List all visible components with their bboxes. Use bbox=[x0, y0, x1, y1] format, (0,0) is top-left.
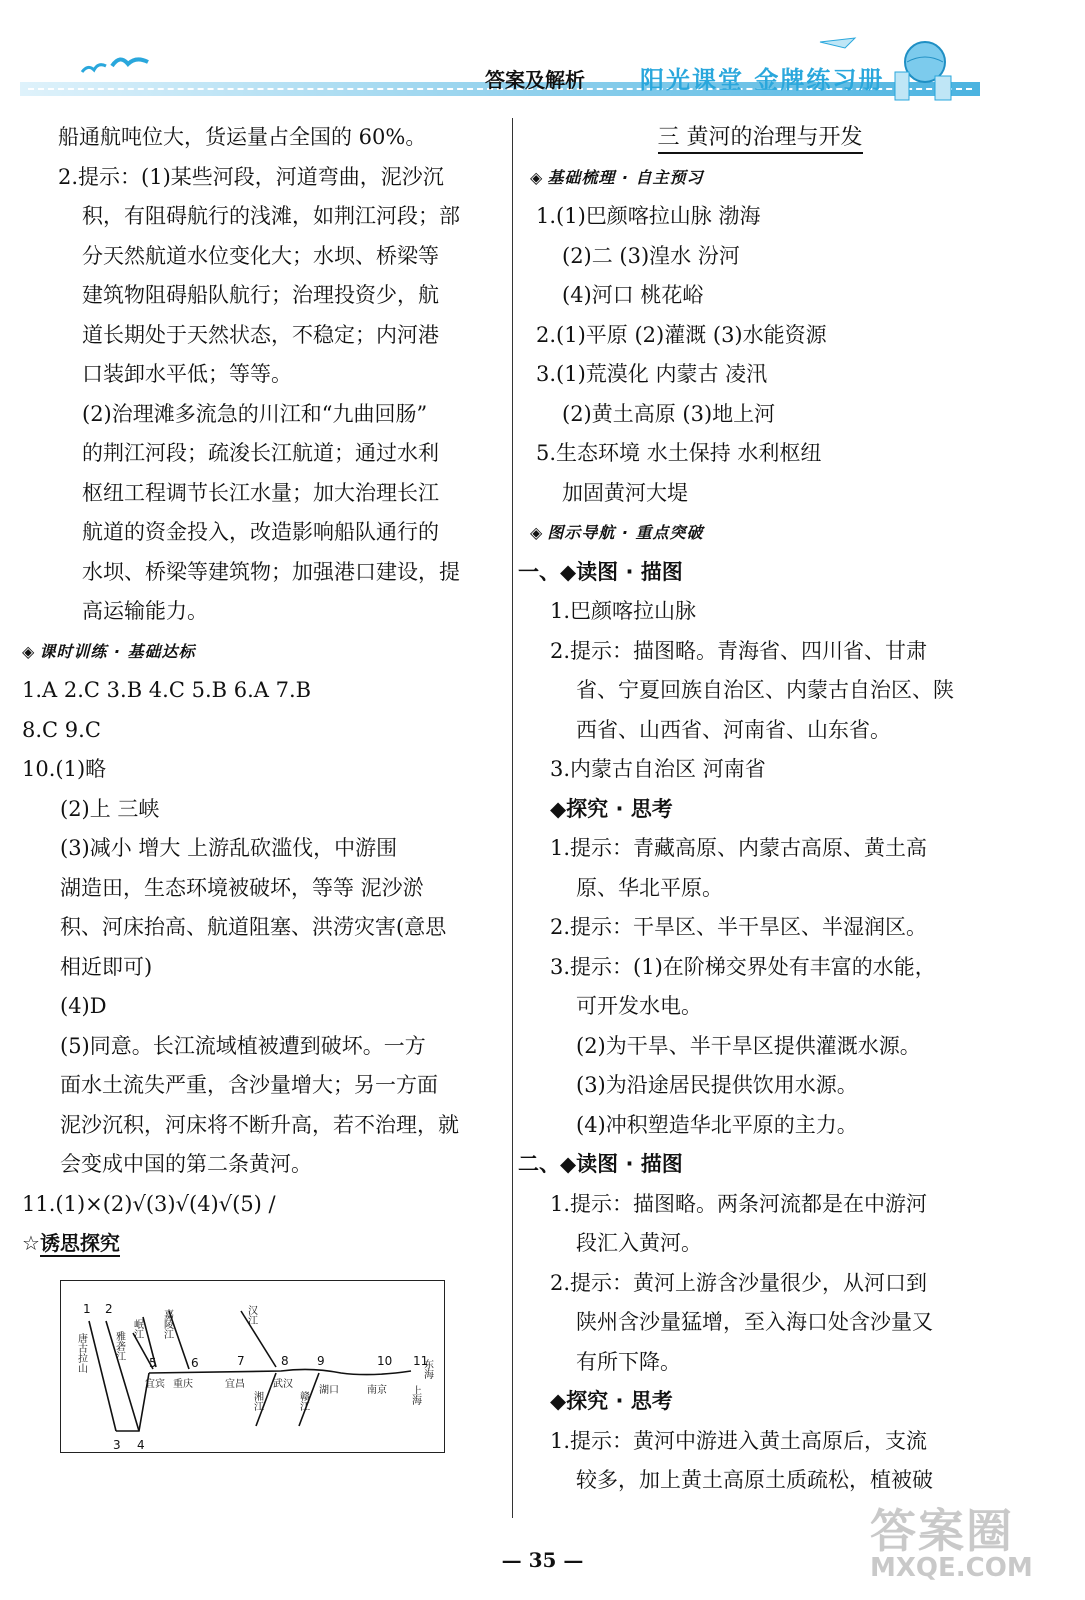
map-num: 2 bbox=[105, 1302, 113, 1316]
answer-line: 泥沙沉积，河床将不断升高，若不治理，就 bbox=[60, 1112, 459, 1137]
river-main bbox=[149, 1369, 411, 1374]
subheading: 一、◆读图 · 描图 bbox=[518, 559, 683, 584]
answer-line: 积、河床抬高、航道阻塞、洪涝灾害(意思 bbox=[60, 915, 447, 939]
map-label-yichang: 宜昌 bbox=[225, 1379, 245, 1390]
answer-line: 建筑物阻碍船队航行；治理投资少，航 bbox=[82, 283, 439, 307]
answer-line: 5.生态环境 水土保持 水利枢纽 bbox=[536, 441, 822, 465]
section-heading-label: 课时训练 · 基础达标 bbox=[39, 641, 196, 661]
map-label-yalong: 雅砻江 bbox=[113, 1331, 125, 1361]
map-num: 5 bbox=[149, 1356, 157, 1370]
map-label-chongqing: 重庆 bbox=[173, 1379, 193, 1390]
answer-line: (2)治理滩多流急的川江和“九曲回肠” bbox=[82, 401, 428, 426]
answer-line: 1.提示：青藏高原、内蒙古高原、黄土高 bbox=[550, 836, 928, 860]
answer-line: 2.提示：黄河上游含沙量很少，从河口到 bbox=[550, 1270, 928, 1295]
chapter-title bbox=[530, 118, 990, 158]
section-heading bbox=[22, 1224, 492, 1264]
answer-line: 积，有阻碍航行的浅滩，如荆江河段；部 bbox=[82, 204, 460, 228]
subheading: ◆探究 · 思考 bbox=[550, 796, 673, 821]
section-heading bbox=[22, 632, 492, 672]
map-num: 3 bbox=[113, 1438, 121, 1452]
right-column bbox=[518, 118, 990, 1501]
answer-line: 3.内蒙古自治区 河南省 bbox=[550, 757, 766, 781]
left-column bbox=[22, 118, 492, 1264]
answer-line: 3.提示：(1)在阶梯交界处有丰富的水能， bbox=[550, 954, 936, 979]
map-num: 10 bbox=[377, 1354, 393, 1368]
answer-line: 段汇入黄河。 bbox=[576, 1231, 702, 1255]
answer-line: (2)为干旱、半干旱区提供灌溉水源。 bbox=[576, 1033, 921, 1058]
map-label-xiang: 湘江 bbox=[251, 1391, 263, 1411]
map-num: 11 bbox=[413, 1354, 429, 1368]
answer-line: (3)为沿途居民提供饮用水源。 bbox=[576, 1073, 858, 1097]
diamond-icon: ◈ bbox=[530, 523, 544, 542]
map-label-han: 汉江 bbox=[245, 1305, 257, 1325]
section-heading-label: 诱思探究 bbox=[39, 1231, 120, 1255]
yangtze-river-map bbox=[61, 1281, 444, 1452]
answer-line: 水坝、桥梁等建筑物；加强港口建设，提 bbox=[82, 559, 460, 584]
answer-line: 省、宁夏回族自治区、内蒙古自治区、陕 bbox=[576, 678, 954, 702]
yangtze-diagram bbox=[60, 1280, 445, 1453]
map-label-donghai: 东海 bbox=[421, 1359, 433, 1379]
answer-line: 相近即可) bbox=[60, 954, 153, 979]
answer-line: 分天然航道水位变化大；水坝、桥梁等 bbox=[82, 243, 439, 268]
answer-line: (5)同意。长江流域植被遭到破坏。一方 bbox=[60, 1033, 426, 1058]
answer-line: 有所下降。 bbox=[576, 1349, 681, 1374]
answer-line: (2)黄土高原 (3)地上河 bbox=[562, 401, 776, 426]
map-num: 9 bbox=[317, 1354, 325, 1368]
answer-line: 2.提示：干旱区、半干旱区、半湿润区。 bbox=[550, 915, 928, 939]
answer-line: (2)二 (3)湟水 汾河 bbox=[562, 243, 740, 268]
globe-decoration-icon bbox=[815, 32, 965, 102]
answer-line: 可开发水电。 bbox=[576, 994, 702, 1018]
answer-line: 2.提示：(1)某些河段，河道弯曲，泥沙沉 bbox=[58, 164, 444, 189]
answer-line: 8.C 9.C bbox=[22, 717, 101, 742]
map-num: 8 bbox=[281, 1354, 289, 1368]
section-heading-label: 基础梳理 · 自主预习 bbox=[547, 167, 704, 187]
diamond-icon: ◈ bbox=[530, 167, 544, 187]
answer-line: 2.提示：描图略。青海省、四川省、甘肃 bbox=[550, 638, 928, 663]
column-divider bbox=[512, 118, 513, 1518]
river-upper-left bbox=[89, 1321, 116, 1431]
answer-line: (4)冲积塑造华北平原的主力。 bbox=[576, 1112, 858, 1137]
answer-line: 会变成中国的第二条黄河。 bbox=[60, 1152, 312, 1176]
subheading: 二、◆读图 · 描图 bbox=[518, 1152, 683, 1176]
page-header bbox=[20, 60, 980, 104]
map-num: 6 bbox=[191, 1356, 199, 1370]
diamond-icon: ◈ bbox=[22, 641, 36, 661]
map-label-nanjing: 南京 bbox=[367, 1385, 387, 1396]
answer-line: (3)减小 增大 上游乱砍滥伐，中游围 bbox=[60, 836, 398, 860]
subheading: ◆探究 · 思考 bbox=[550, 1389, 673, 1413]
map-label-shanghai: 上海 bbox=[409, 1385, 421, 1405]
answer-line: 加固黄河大堤 bbox=[562, 480, 688, 505]
answer-line: 面水土流失严重，含沙量增大；另一方面 bbox=[60, 1073, 438, 1097]
answer-line: 航道的资金投入，改造影响船队通行的 bbox=[82, 520, 439, 544]
answer-line: 西省、山西省、河南省、山东省。 bbox=[576, 717, 891, 742]
answer-line: 1.巴颜喀拉山脉 bbox=[550, 599, 697, 623]
watermark-url: MXQE.COM bbox=[870, 1553, 1033, 1583]
answer-line: 高运输能力。 bbox=[82, 599, 208, 623]
watermark bbox=[870, 1495, 1033, 1583]
answer-line: 道长期处于天然状态，不稳定；内河港 bbox=[82, 322, 439, 347]
answer-line: 湖造田，生态环境被破坏，等等 泥沙淤 bbox=[60, 875, 424, 900]
map-num: 1 bbox=[83, 1302, 91, 1316]
section-heading bbox=[530, 158, 990, 198]
map-label-min: 岷江 bbox=[131, 1319, 143, 1339]
answer-line: 3.(1)荒漠化 内蒙古 凌汛 bbox=[536, 362, 768, 386]
answer-line: 陕州含沙量猛增，至入海口处含沙量又 bbox=[576, 1310, 933, 1334]
star-icon: ☆ bbox=[22, 1231, 40, 1255]
map-label-gan: 赣江 bbox=[297, 1391, 309, 1411]
answer-line: (4)河口 桃花峪 bbox=[562, 283, 704, 307]
answer-line: 10.(1)略 bbox=[22, 757, 107, 781]
answer-line: (2)上 三峡 bbox=[60, 796, 160, 821]
answer-line: 原、华北平原。 bbox=[576, 875, 723, 900]
answer-line: 1.提示：描图略。两条河流都是在中游河 bbox=[550, 1191, 928, 1216]
answer-line: 1.(1)巴颜喀拉山脉 渤海 bbox=[536, 204, 761, 228]
header-brand: 阳光课堂 金牌练习册 bbox=[640, 66, 885, 94]
map-label-jialing: 嘉陵江 bbox=[161, 1309, 173, 1339]
answer-line: 11.(1)×(2)√(3)√(4)√(5) / bbox=[22, 1191, 276, 1216]
map-num: 7 bbox=[237, 1354, 245, 1368]
text-line: 船通航吨位大，货运量占全国的 60%。 bbox=[58, 125, 427, 149]
answer-line: (4)D bbox=[60, 994, 107, 1018]
map-label-tanggula: 唐古拉山 bbox=[75, 1333, 87, 1373]
chapter-title-label: 三 黄河的治理与开发 bbox=[658, 125, 863, 154]
map-label-wuhan: 武汉 bbox=[273, 1379, 293, 1390]
answer-line: 的荆江河段；疏浚长江航道；通过水利 bbox=[82, 441, 439, 465]
map-label-yibin: 宜宾 bbox=[145, 1379, 165, 1390]
answer-line: 1.A 2.C 3.B 4.C 5.B 6.A 7.B bbox=[22, 678, 312, 702]
answer-line: 较多，加上黄土高原土质疏松，植被破 bbox=[576, 1468, 933, 1492]
answer-line: 口装卸水平低；等等。 bbox=[82, 362, 292, 386]
map-num: 4 bbox=[137, 1438, 145, 1452]
answer-line: 枢纽工程调节长江水量；加大治理长江 bbox=[82, 480, 439, 505]
seagulls-icon bbox=[80, 52, 160, 82]
answer-line: 1.提示：黄河中游进入黄土高原后，支流 bbox=[550, 1428, 928, 1453]
section-heading-label: 图示导航 · 重点突破 bbox=[547, 523, 704, 542]
answer-line: 2.(1)平原 (2)灌溉 (3)水能资源 bbox=[536, 322, 827, 347]
map-label-hukou: 湖口 bbox=[319, 1385, 339, 1396]
page-number: — 35 — bbox=[501, 1548, 584, 1572]
watermark-logo: 答案圈 bbox=[870, 1504, 1014, 1558]
header-title: 答案及解析 bbox=[485, 68, 585, 92]
section-heading bbox=[530, 513, 990, 553]
